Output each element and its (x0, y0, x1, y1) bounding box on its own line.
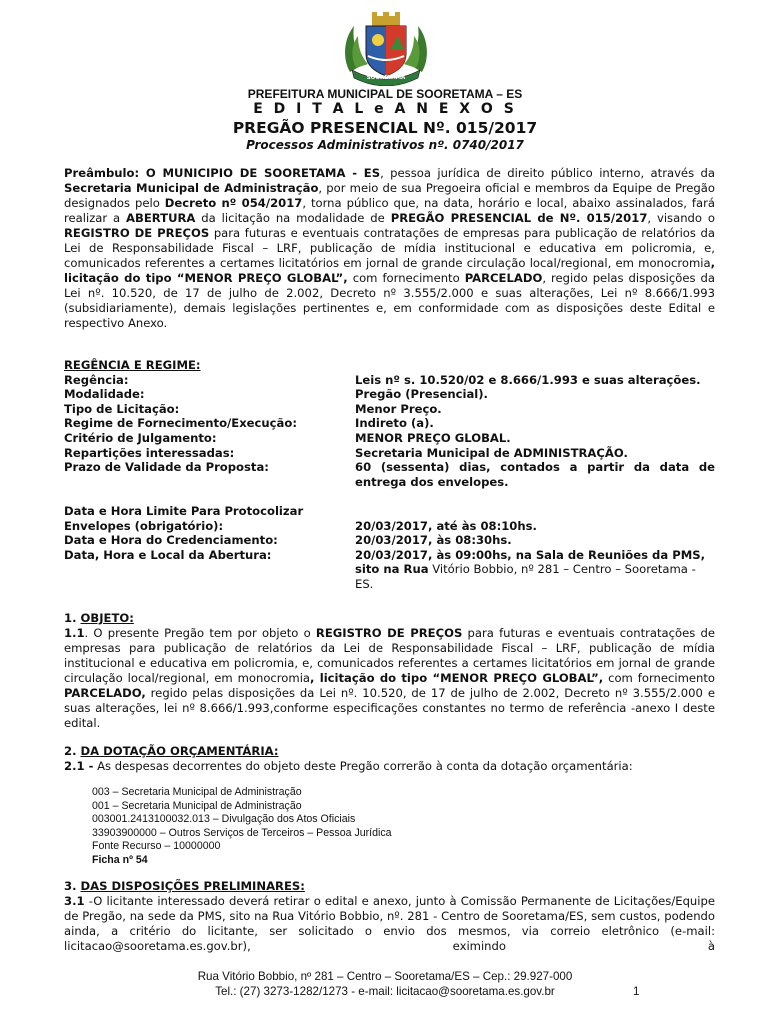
regime-value: 20/03/2017, até às 08:10hs. (355, 518, 537, 533)
budget-ficha: Ficha nº 54 (92, 853, 148, 866)
text-run: , regido pelas disposições da Lei nº. 10.520, de 17 de julho de 2.002, Decreto nº 3.555/2.000 e suas alterações, Lei nº 8.666/1.993 (subsidiariamente), demais legislações pertinentes e, em conformidade com as disposições deste Edital e respectivo Anexo. (64, 271, 716, 330)
regime-label: Regime de Fornecimento/Execução: (64, 416, 297, 431)
section-disposicoes (64, 879, 715, 954)
text-run: Decreto nº 054/2017 (164, 196, 303, 210)
regime-row (64, 387, 715, 402)
crest-banner-text: SOORETAMA (366, 75, 406, 81)
budget-line: 003 – Secretaria Municipal de Administração (92, 786, 302, 798)
text-run: da licitação na modalidade de (195, 211, 391, 225)
regime-label: Data e Hora Limite Para Protocolizar Envelopes (obrigatório): (64, 503, 304, 533)
budget-line: Fonte Recurso – 10000000 (92, 840, 221, 853)
regime-value: 20/03/2017, às 09:00hs, na Sala de Reuniões da PMS, sito na Rua Vitório Bobbio, nº 281 – Centro – Sooretama - ES. (355, 547, 706, 591)
page-number: 1 (633, 985, 640, 998)
text-run: . O presente Pregão tem por objeto o (84, 626, 316, 640)
regime-label: Regência: (64, 372, 129, 387)
budget-line: 33903900000 – Outros Serviços de Terceiros – Pessoa Jurídica (92, 826, 392, 839)
regime-value: 60 (sessenta) dias, contados a partir da data de entrega dos envelopes. (355, 460, 715, 489)
regime-row (64, 402, 715, 417)
text-run: PREGÃO PRESENCIAL de Nº. 015/2017 (390, 211, 648, 225)
section-title: 3. DAS DISPOSIÇÕES PRELIMINARES: (64, 879, 305, 893)
regime-value: MENOR PREÇO GLOBAL. (355, 430, 511, 445)
regime-row (64, 416, 715, 431)
section-dotacao (64, 744, 715, 774)
regime-label: Data e Hora do Credenciamento: (64, 533, 278, 548)
text-run: regido pelas disposições da Lei nº. 10.520, de 17 de julho de 2.002, Decreto nº 3.555/2.000 e suas alterações, lei nº 8.666/1.993,conforme especificações constantes no termo de referência -anexo I deste edital. (64, 686, 715, 730)
header-pregao-title: PREGÃO PRESENCIAL Nº. 015/2017 (232, 119, 538, 137)
text-run: , torna público que, na data, horário e local, abaixo assinalados, fará realizar a (64, 196, 715, 225)
regime-label: Tipo de Licitação: (64, 401, 180, 416)
regime-label: Data, Hora e Local da Abertura: (64, 547, 272, 562)
text-run: Preâmbulo: O MUNICIPIO DE SOORETAMA - ES (64, 166, 381, 180)
footer-address: Rua Vitório Bobbio, nº 281 – Centro – Sooretama/ES – Cep.: 29.927-000 (197, 970, 573, 983)
preamble-paragraph (64, 166, 715, 331)
section-paragraph: 2.1 - As despesas decorrentes do objeto deste Pregão correrão à conta da dotação orçamentária: (64, 759, 633, 773)
municipal-crest-logo (340, 10, 432, 86)
regime-label: Critério de Julgamento: (64, 430, 217, 445)
text-run: REGISTRO DE PREÇOS (64, 226, 210, 240)
text-run: , pessoa jurídica de direito público interno, através da (380, 166, 715, 180)
text-run: PARCELADO (464, 271, 543, 285)
section-title: 1. OBJETO: (64, 611, 134, 625)
text-run: , por meio de sua Pregoeira oficial e membros da Equipe de Pregão designados pelo (64, 181, 715, 210)
header-edital: E D I T A L e A N E X O S (253, 101, 517, 117)
regime-title: REGÊNCIA E REGIME: (64, 358, 201, 372)
section-paragraph: 3.1 -O licitante interessado deverá retirar o edital e anexo, junto à Comissão Permanente de Licitações/Equipe de Pregão, na sede da PMS, sito na Rua Vitório Bobbio, nº. 281 - Centro de Sooretama/ES, sem custos, podendo ainda, a critério do licitante, ser solicitado o envio dos mesmos, via correio eletrônico (e-mail: licitacao@sooretama.es.gov.br), eximindo à (64, 894, 715, 953)
regime-row (64, 373, 715, 388)
regime-label: Repartições interessadas: (64, 445, 235, 460)
header-municipality: PREFEITURA MUNICIPAL DE SOORETAMA – ES (247, 87, 523, 101)
text-run: com fornecimento (347, 271, 465, 285)
regime-row-deadline (64, 504, 715, 533)
item-number: 1.1 (64, 626, 85, 640)
text-run: para futuras e eventuais contratações de empresas para publicação de relatórios da Lei de Responsabilidade Fiscal – LRF, publicação de mídia institucional e educativa em policromia, e, comunicados referentes a certames licitatórios em jornal de grande circulação local/regional, em monocromia (64, 626, 715, 685)
budget-line: 001 – Secretaria Municipal de Administração (92, 799, 302, 812)
regime-rows (64, 373, 715, 490)
regime-label: Modalidade: (64, 387, 145, 402)
text-run: para futuras e eventuais contratações de empresas para publicação de relatórios da Lei de Responsabilidade Fiscal – LRF, publicação de mídia institucional e educativa em policromia, e, comunicados referentes a certames licitatórios em jornal de grande circulação local/regional, em monocromia (64, 226, 715, 270)
regime-row-credenciamento (64, 533, 715, 548)
regime-row (64, 446, 715, 461)
section-paragraph (64, 626, 715, 731)
regime-row (64, 431, 715, 446)
regime-row-abertura (64, 548, 715, 592)
regime-label: Prazo de Validade da Proposta: (64, 460, 269, 475)
regime-table (64, 358, 715, 592)
text-run: REGISTRO DE PREÇOS (315, 626, 463, 640)
budget-allocation-list (92, 786, 392, 868)
text-run: ABERTURA (126, 211, 196, 225)
regime-row (64, 460, 715, 489)
text-run: , visando o (647, 211, 715, 225)
text-run: , licitação do tipo “MENOR PREÇO GLOBAL”, (64, 256, 715, 285)
regime-value: Pregão (Presencial). (355, 387, 488, 402)
regime-value: Indireto (a). (355, 416, 434, 431)
text-run: PARCELADO, (64, 686, 146, 700)
budget-line: 003001.2413100032.013 – Divulgação dos Atos Oficiais (92, 813, 356, 826)
footer-contact: Tel.: (27) 3273-1282/1273 - e-mail: licitacao@sooretama.es.gov.br (215, 985, 555, 998)
section-title: 2. DA DOTAÇÃO ORÇAMENTÁRIA: (64, 744, 279, 758)
regime-value: Menor Preço. (355, 401, 442, 416)
section-objeto (64, 611, 715, 731)
text-run: com fornecimento (603, 671, 716, 685)
regime-value: 20/03/2017, às 08:30hs. (355, 533, 512, 548)
text-run: , licitação do tipo “MENOR PREÇO GLOBAL”, (310, 671, 604, 685)
regime-value: Leis nº s. 10.520/02 e 8.666/1.993 e suas alterações. (355, 372, 701, 387)
regime-value: Secretaria Municipal de ADMINISTRAÇÃO. (355, 445, 628, 460)
text-run: Secretaria Municipal de Administração (64, 181, 319, 195)
header-process-number: Processos Administrativos nº. 0740/2017 (246, 138, 524, 152)
